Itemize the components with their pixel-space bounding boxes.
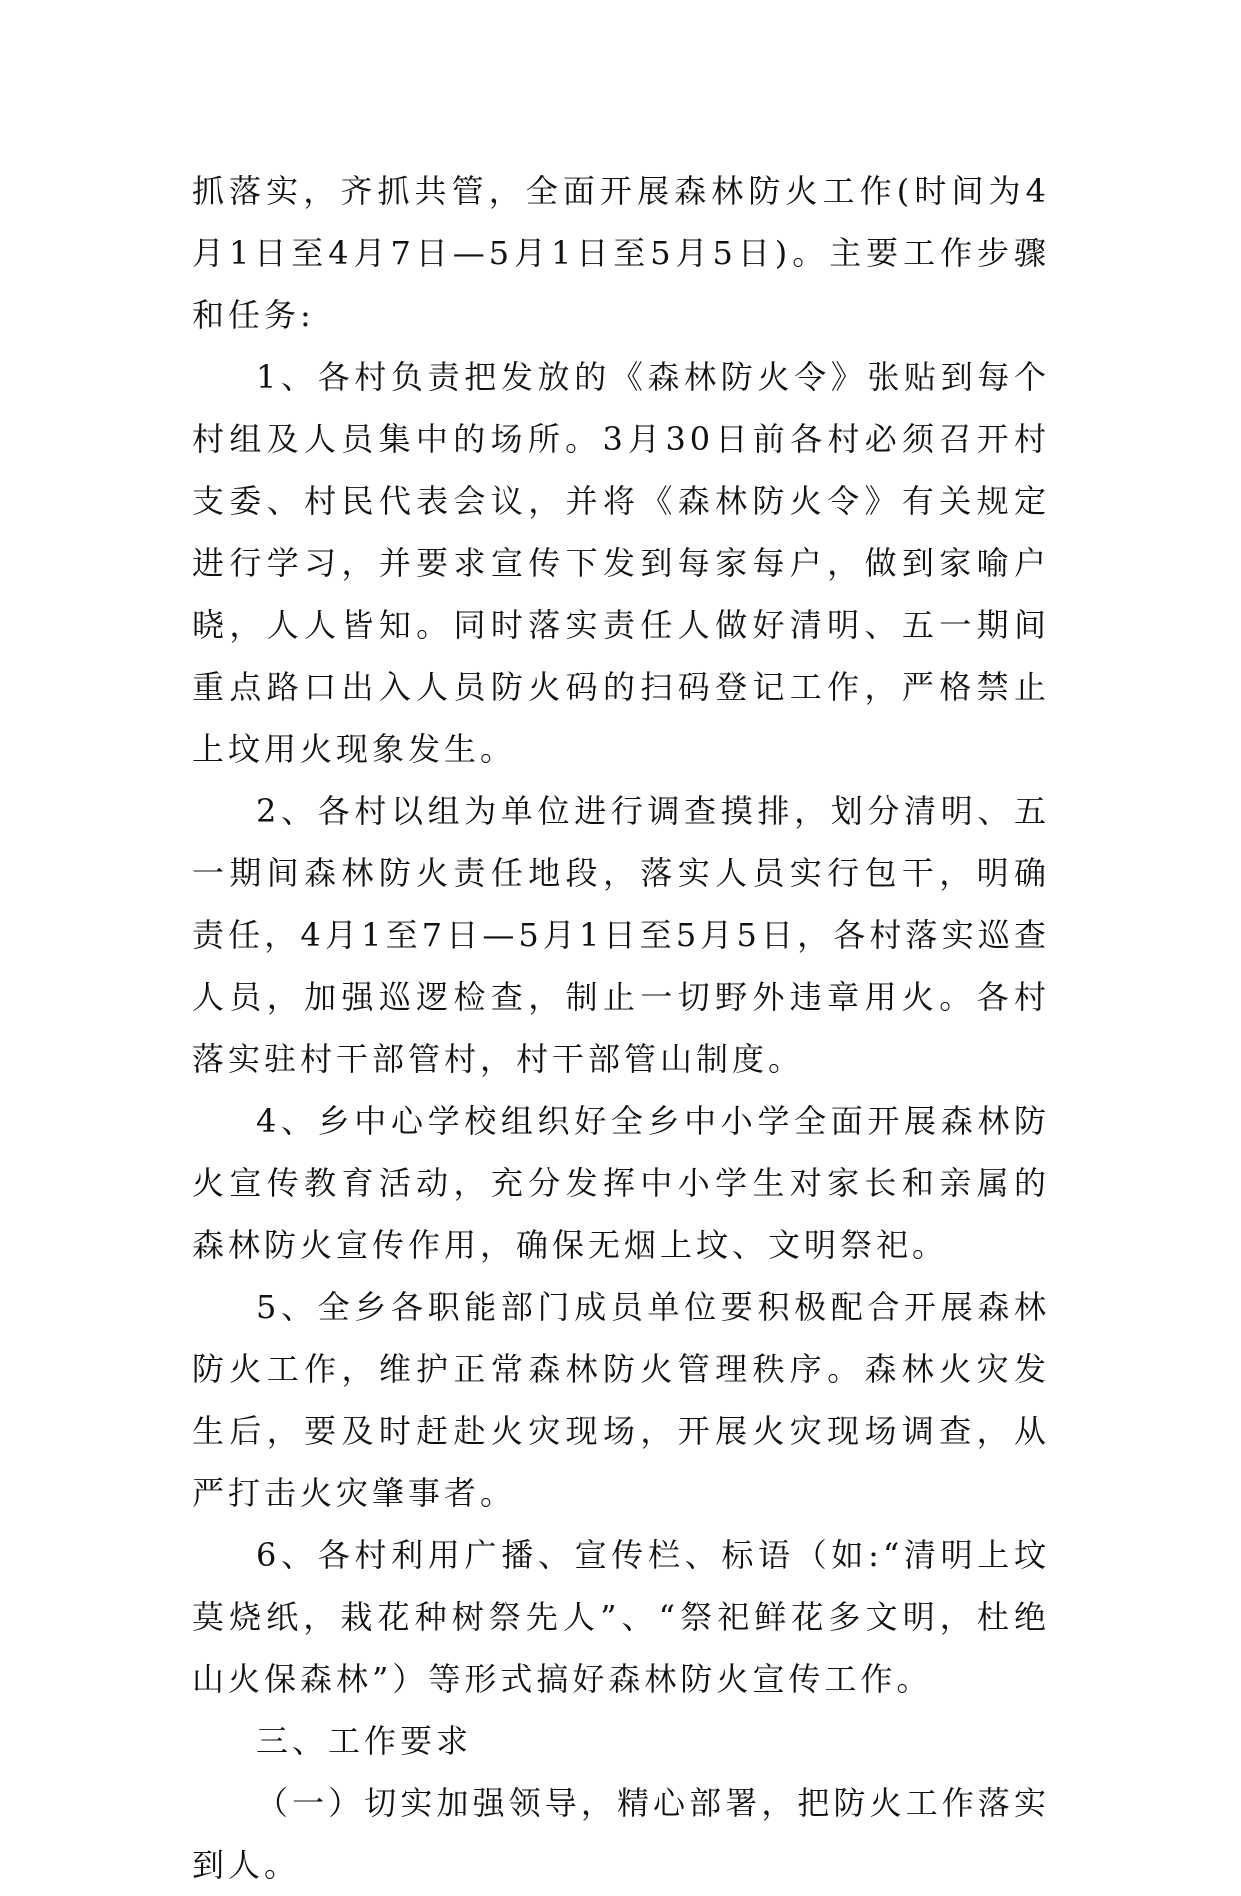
paragraph-intro: 抓落实，齐抓共管，全面开展森林防火工作(时间为4月1日至4月7日—5月1日至5月5日)。主要工作步骤和任务: [192,172,1050,334]
paragraph-task-4: 4、乡中心学校组织好全乡中小学全面开展森林防火宣传教育活动，充分发挥中小学生对家长和亲属的森林防火宣传作用，确保无烟上坟、文明祭祀。 [192,1102,1050,1264]
document-body [192,160,1050,1896]
paragraph-task-1: 1、各村负责把发放的《森林防火令》张贴到每个村组及人员集中的场所。3月30日前各村必须召开村支委、村民代表会议，并将《森林防火令》有关规定进行学习，并要求宣传下发到每家每户，做到家喻户晓，人人皆知。同时落实责任人做好清明、五一期间重点路口出入人员防火码的扫码登记工作，严格禁止上坟用火现象发生。 [192,358,1050,768]
paragraph-task-2: 2、各村以组为单位进行调查摸排，划分清明、五一期间森林防火责任地段，落实人员实行包干，明确责任，4月1至7日—5月1日至5月5日，各村落实巡查人员，加强巡逻检查，制止一切野外违章用火。各村落实驻村干部管村，村干部管山制度。 [192,792,1050,1078]
section-heading-work-requirements: 三、工作要求 [256,1722,473,1760]
paragraph-task-5: 5、全乡各职能部门成员单位要积极配合开展森林防火工作，维护正常森林防火管理秩序。森林火灾发生后，要及时赶赴火灾现场，开展火灾现场调查，从严打击火灾肇事者。 [192,1288,1050,1512]
paragraph-task-6: 6、各村利用广播、宣传栏、标语（如:“清明上坟莫烧纸，栽花种树祭先人”、“祭祀鲜花多文明，杜绝山火保森林”）等形式搞好森林防火宣传工作。 [192,1536,1050,1698]
paragraph-requirement-1: （一）切实加强领导，精心部署，把防火工作落实到人。 [192,1784,1050,1884]
